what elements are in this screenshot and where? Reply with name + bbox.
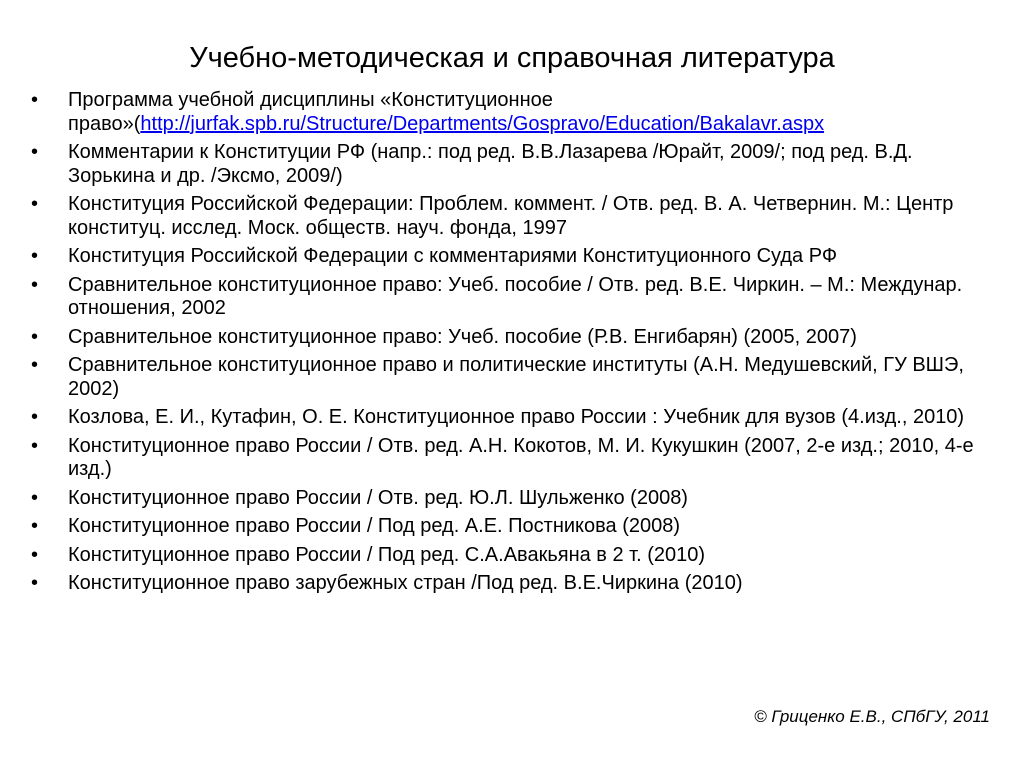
bullet-icon: • — [31, 543, 39, 566]
list-item — [0, 141, 1024, 188]
list-item-text: Конституционное право России / Отв. ред. Ю.Л. Шульженко (2008) — [68, 486, 688, 509]
bullet-icon: • — [31, 434, 39, 457]
list-item-text: Конституционное право России / Под ред. А.Е. Постникова (2008) — [68, 515, 681, 537]
bullet-icon: • — [31, 515, 39, 537]
bullet-icon: • — [31, 354, 39, 376]
list-item — [0, 193, 1024, 240]
bullet-icon: • — [31, 193, 39, 215]
list-item — [0, 487, 1024, 511]
program-link[interactable]: http://jurfak.spb.ru/Structure/Departments/Gospravo/Education/Bakalavr.aspx — [140, 112, 825, 135]
bullet-icon: • — [31, 486, 39, 509]
bullet-icon: • — [31, 572, 39, 594]
slide-title: Учебно-методическая и справочная литература — [189, 42, 835, 74]
list-item — [0, 245, 1024, 269]
list-item-text: Конституционное право зарубежных стран /Под ред. В.Е.Чиркина (2010) — [68, 572, 743, 594]
list-item-text: Козлова, Е. И., Кутафин, О. Е. Конституционное право России : Учебник для вузов (4.изд., 2010) — [68, 406, 965, 428]
list-item-text: Конституционное право России / Под ред. С.А.Авакьяна в 2 т. (2010) — [68, 543, 706, 566]
list-item — [0, 326, 1024, 350]
list-item-text: Сравнительное конституционное право: Учеб. пособие / Отв. ред. В.Е. Чиркин. – М.: Междунар. отношения, 2002 — [68, 273, 963, 319]
reference-list — [0, 89, 1024, 601]
bullet-icon: • — [31, 325, 39, 348]
list-item-text: Конституция Российской Федерации с комментариями Конституционного Суда РФ — [68, 245, 838, 267]
bullet-icon: • — [31, 141, 39, 163]
bullet-icon: • — [31, 273, 39, 296]
list-item — [0, 544, 1024, 568]
bullet-icon: • — [31, 89, 39, 111]
list-item-text: Комментарии к Конституции РФ (напр.: под ред. В.В.Лазарева /Юрайт, 2009/; под ред. В.Д. Зорькина и др. /Эксмо, 2009/) — [68, 141, 913, 187]
list-item-text: Конституционное право России / Отв. ред. А.Н. Кокотов, М. И. Кукушкин (2007, 2-е изд.; 2010, 4-е изд.) — [68, 434, 974, 480]
list-item — [0, 406, 1024, 430]
list-item — [0, 354, 1024, 401]
list-item — [0, 435, 1024, 482]
list-item-text: Конституция Российской Федерации: Проблем. коммент. / Отв. ред. В. А. Четвернин. М.: Центр конституц. исслед. Моск. обществ. науч. фонда, 1997 — [68, 193, 954, 239]
list-item-text: Программа учебной дисциплины «Конституционное право»( — [68, 89, 553, 135]
list-item-text: Сравнительное конституционное право и политические институты (А.Н. Медушевский, ГУ ВШЭ, 2002) — [68, 354, 964, 400]
list-item — [0, 515, 1024, 539]
bullet-icon: • — [31, 245, 39, 267]
list-item-text: Сравнительное конституционное право: Учеб. пособие (Р.В. Енгибарян) (2005, 2007) — [68, 325, 857, 348]
list-item — [0, 89, 1024, 136]
copyright-footer: © Гриценко Е.В., СПбГУ, 2011 — [754, 707, 990, 726]
list-item — [0, 572, 1024, 596]
bullet-icon: • — [31, 406, 39, 428]
list-item — [0, 274, 1024, 321]
